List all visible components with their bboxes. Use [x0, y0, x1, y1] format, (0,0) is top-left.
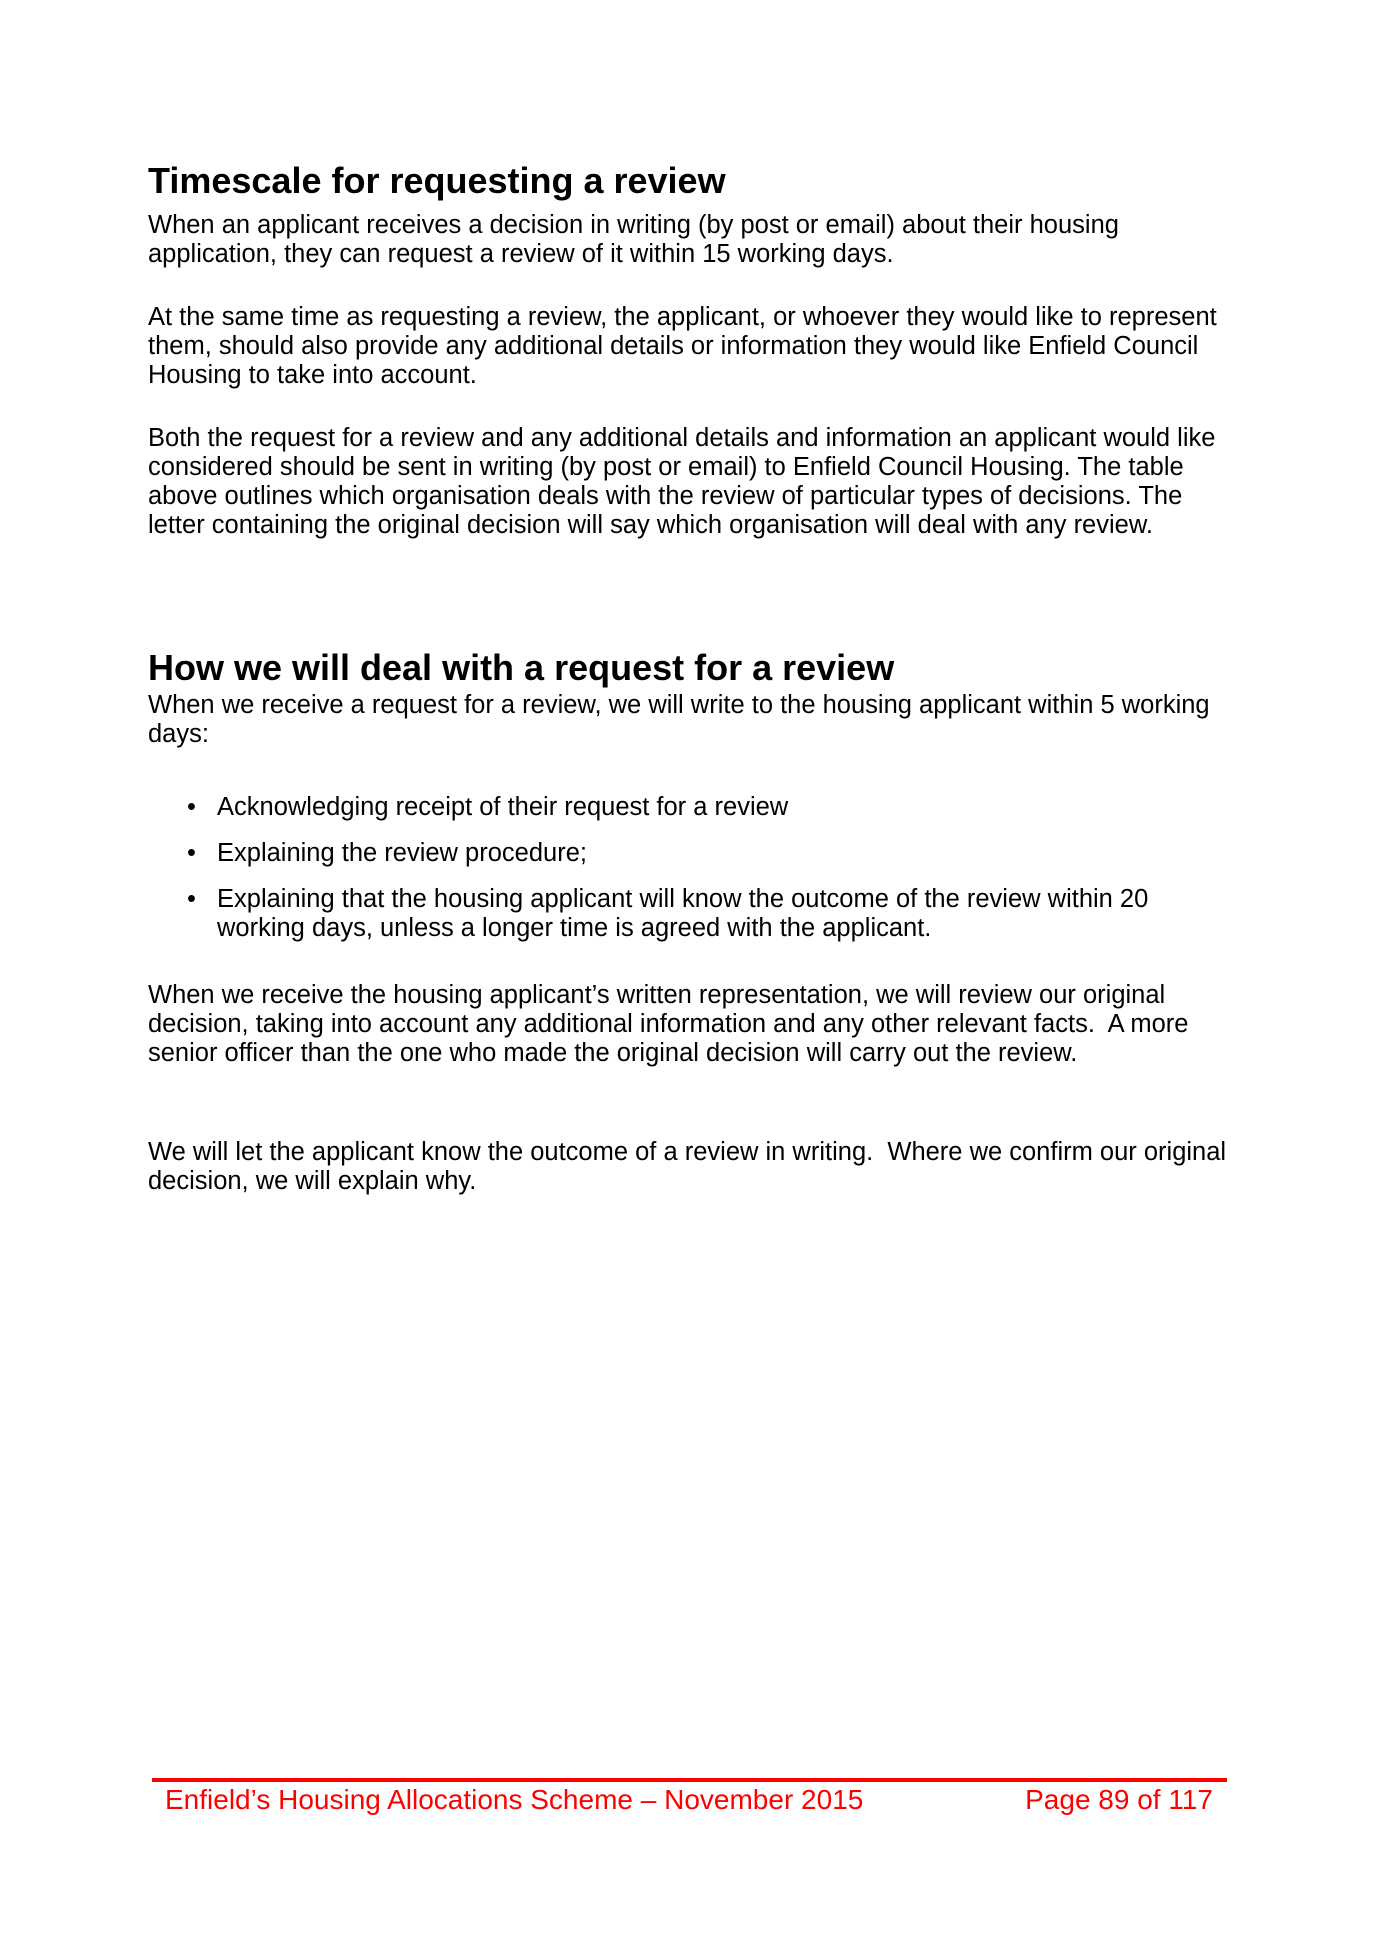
bullet-item-explain-outcome: • Explaining that the housing applicant will know the outcome of the review within 20 working days, unless a longer time is agreed with the applicant. — [148, 885, 1233, 943]
footer-page-number: Page 89 of 117 — [1025, 1784, 1213, 1815]
paragraph-review-outcome: We will let the applicant know the outcome of a review in writing. Where we confirm our original decision, we will explain why. — [148, 1138, 1234, 1195]
paragraph-review-intro: When we receive a request for a review, we will write to the housing applicant within 5 working days: — [148, 691, 1217, 748]
paragraph-timescale-2: At the same time as requesting a review, the applicant, or whoever they would like to represent them, should also provide any additional details or information they would like Enfield Council Housing to take into account. — [148, 303, 1224, 389]
bullet-item-acknowledge: • Acknowledging receipt of their request for a review — [148, 793, 1233, 822]
page-footer — [152, 1784, 1227, 1816]
section-heading-how-we-deal: How we will deal with a request for a review — [148, 647, 895, 688]
paragraph-timescale-3: Both the request for a review and any additional details and information an applicant would like considered should be sent in writing (by post or email) to Enfield Council Housing. The table above outlines which organisation deals with the review of particular types of decisions. The letter containing the original decision will say which organisation will deal with any review. — [148, 424, 1223, 539]
review-steps-list — [148, 793, 1233, 943]
section-heading-timescale: Timescale for requesting a review — [148, 160, 726, 201]
footer-document-title: Enfield’s Housing Allocations Scheme – November 2015 — [165, 1784, 864, 1815]
bullet-item-explain-procedure: • Explaining the review procedure; — [148, 839, 1233, 868]
footer-divider — [152, 1778, 1227, 1782]
paragraph-timescale-1: When an applicant receives a decision in writing (by post or email) about their housing application, they can request a review of it within 15 working days. — [148, 211, 1127, 268]
paragraph-review-representation: When we receive the housing applicant’s written representation, we will review our original decision, taking into account any additional information and any other relevant facts. A more senior officer than the one who made the original decision will carry out the review. — [148, 981, 1196, 1067]
